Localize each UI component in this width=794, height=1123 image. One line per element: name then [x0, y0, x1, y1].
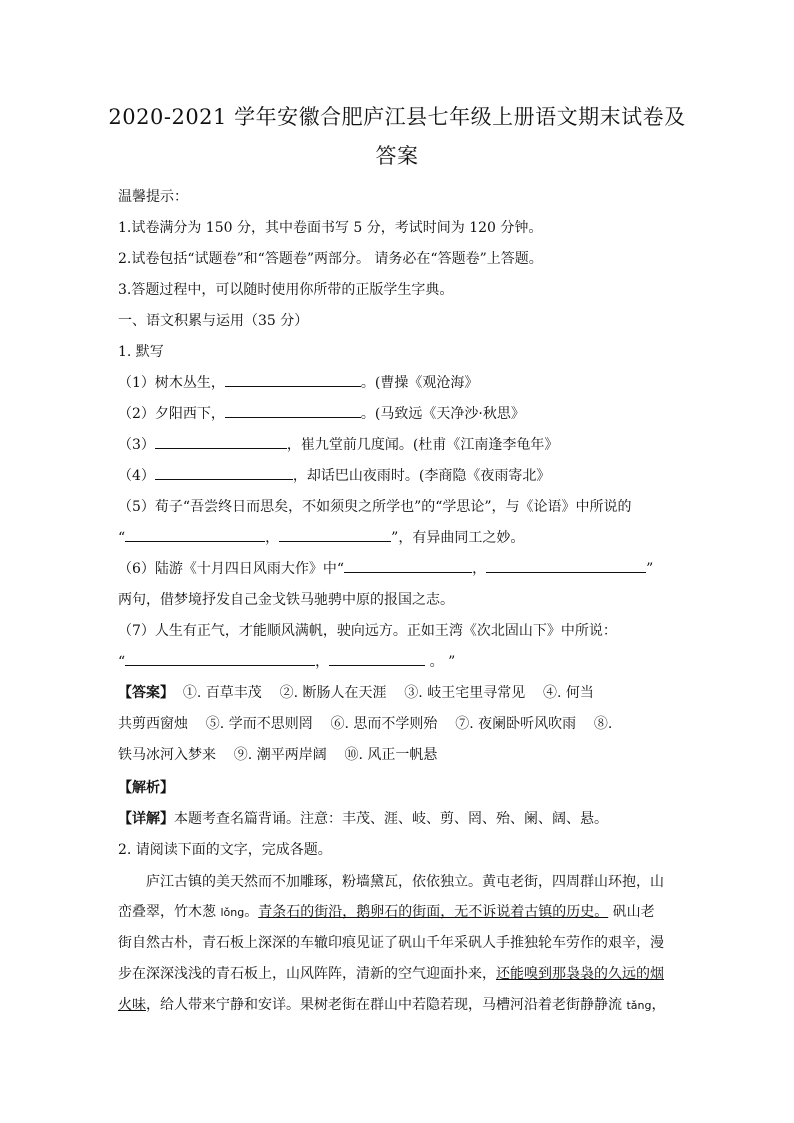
tip-item-2: 2.试卷包括“试题卷”和“答题卷”两部分。 请务必在“答题卷”上答题。 [118, 251, 543, 267]
page-title-line-1: 2020-2021 学年安徽合肥庐江县七年级上册语文期末试卷及 [108, 105, 686, 129]
question-1-item-7-line-1: （7）人生有正气，才能顺风满帆，驶向远方。正如王湾《次北固山下》中所说： [118, 623, 617, 639]
item-2-prefix: （2）夕阳西下， [118, 406, 225, 422]
passage-line-5 [118, 994, 665, 1017]
passage-text: ， [651, 997, 666, 1013]
item-4-prefix: （4） [118, 468, 155, 484]
question-1-item-1 [118, 372, 478, 394]
item-3-suffix: ，崔九堂前几度闻。(杜甫《江南逢李龟年》 [286, 437, 559, 453]
blank [125, 527, 265, 542]
pinyin-annotation: lǒng [220, 906, 245, 919]
item-4-suffix: ，却话巴山夜雨时。(李商隐《夜雨寄北》 [292, 468, 551, 484]
answer-line-3: 铁马冰河入梦来 ⑨. 潮平两岸阔 ⑩. 风正一帆悬 [118, 747, 438, 763]
detail-text: 本题考查名篇背诵。注意：丰茂、涯、岐、剪、罔、殆、阑、阔、悬。 [174, 811, 608, 827]
passage-text: ，给人带来宁静和安详。果树老街在群山中若隐若现，马槽河沿着老街静静流 [146, 997, 627, 1013]
passage-text: 。 [244, 904, 259, 920]
item-1-prefix: （1）树木丛生， [118, 375, 225, 391]
question-1-item-5-line-1: （5）荀子“吾尝终日而思矣，不如须臾之所学也”的“学思论”，与《论语》中所说的 [118, 499, 632, 515]
open-quote: “ [118, 530, 126, 546]
question-2-label: 2. 请阅读下面的文字，完成各题。 [118, 842, 332, 858]
analysis-detail [118, 808, 608, 830]
page-title-line-2: 答案 [375, 144, 419, 168]
tip-item-1: 1.试卷满分为 150 分，其中卷面书写 5 分，考试时间为 120 分钟。 [118, 220, 543, 236]
detail-label: 【详解】 [118, 811, 174, 827]
question-1-item-6-line-2: 两句，借梦境抒发自己金戈铁马驰骋中原的报国之志。 [118, 592, 454, 608]
separator: ， [265, 530, 280, 546]
passage-text: 矾山老 [608, 904, 655, 920]
tip-item-3: 3.答题过程中，可以随时使用你所带的正版学生字典。 [118, 282, 454, 298]
question-1-item-7-line-2 [118, 651, 455, 673]
passage-line-4 [118, 963, 664, 985]
section-heading: 一、语文积累与运用（35 分） [118, 313, 309, 329]
separator: ， [315, 654, 330, 670]
passage-text: 峦叠翠，竹木葱 [118, 904, 221, 920]
item-3-prefix: （3） [118, 437, 155, 453]
question-1-item-2 [118, 403, 525, 425]
blank [155, 465, 293, 480]
question-1-item-6-line-1 [118, 558, 653, 580]
item-2-suffix: 。(马致远《天净沙·秋思》 [360, 406, 525, 422]
blank [486, 558, 646, 573]
open-quote: “ [118, 654, 126, 670]
blank [155, 434, 287, 449]
question-1-label: 1. 默写 [118, 344, 164, 360]
underlined-sentence: 火味 [118, 997, 146, 1013]
answer-label: 【答案】 [118, 685, 174, 701]
separator: ， [472, 561, 487, 577]
question-1-item-3 [118, 434, 558, 456]
question-1-item-4 [118, 465, 550, 487]
pinyin-annotation: tǎng [626, 999, 652, 1012]
answer-line-2: 共剪西窗烛 ⑤. 学而不思则罔 ⑥. 思而不学则殆 ⑦. 夜阑卧听风吹雨 ⑧. [118, 716, 613, 732]
question-1-item-5-line-2 [118, 527, 524, 549]
answer-line-1 [118, 682, 594, 704]
underlined-sentence: 青条石的街沿，鹅卵石的街面，无不诉说着古镇的历史。 [258, 904, 609, 920]
item-7-suffix: 。 ” [425, 654, 456, 670]
underlined-sentence: 还能嗅到那袅袅的久远的烟 [496, 966, 664, 982]
passage-text: 步在深深浅浅的青石板上，山风阵阵，清新的空气迎面扑来， [118, 966, 496, 982]
passage-line-3: 街自然古朴，青石板上深深的车辙印痕见证了矾山千年采矾人手推独轮车劳作的艰辛，漫 [118, 935, 664, 951]
blank [344, 558, 472, 573]
blank [225, 403, 361, 418]
blank [279, 527, 391, 542]
analysis-label: 【解析】 [118, 780, 174, 796]
blank [125, 651, 315, 666]
blank [225, 372, 361, 387]
item-6-prefix: （6）陆游《十月四日风雨大作》中“ [118, 561, 345, 577]
tips-heading: 温馨提示： [118, 189, 188, 205]
blank [329, 651, 425, 666]
item-5-suffix: ”，有异曲同工之妙。 [391, 530, 525, 546]
passage-line-2 [118, 901, 655, 924]
answer-text-1: ①. 百草丰茂 ②. 断肠人在天涯 ③. 岐王宅里寻常见 ④. 何当 [174, 685, 594, 701]
passage-line-1: 庐江古镇的美天然而不加雕琢，粉墙黛瓦，依依独立。黄屯老街，四周群山环抱，山 [146, 874, 664, 890]
close-quote: ” [646, 561, 654, 577]
item-1-suffix: 。(曹操《观沧海》 [360, 375, 479, 391]
